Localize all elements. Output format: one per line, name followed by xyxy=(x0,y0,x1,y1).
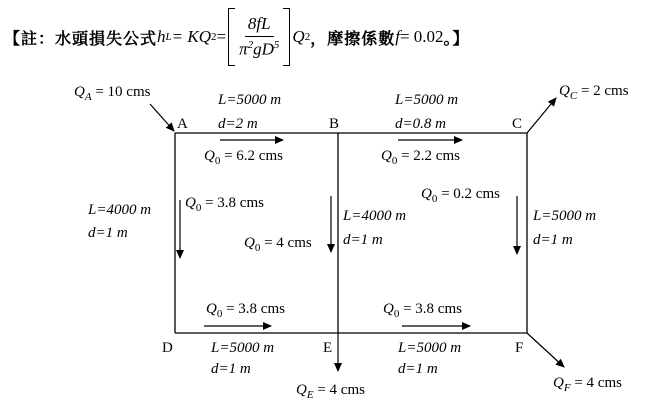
outflow-e-label: $Q_E = 4$ cms xyxy=(296,382,365,401)
outflow-c-label: $Q_C = 2$ cms xyxy=(559,83,629,102)
pipe-be-diameter: d=1 m xyxy=(343,232,383,248)
close-bracket: 。】 xyxy=(443,28,470,48)
pipe-de-flow: $Q_0 = 3.8$ cms xyxy=(206,301,285,320)
outflow-f-arrow xyxy=(527,333,564,367)
formula-part-1: = KQ xyxy=(171,27,211,46)
inflow-a-arrow xyxy=(150,104,174,131)
pipe-cf-flow: $Q_0 = 0.2$ cms xyxy=(421,186,500,205)
pipe-ab-flow: $Q_0 = 6.2$ cms xyxy=(204,148,283,167)
pipe-ef-diameter: d=1 m xyxy=(398,361,438,377)
denominator-rest: gD xyxy=(253,39,274,59)
pipe-ad-length: L=4000 m xyxy=(88,202,152,218)
pipe-ab-diameter: d=2 m xyxy=(218,116,258,132)
friction-label: ，摩擦係數 xyxy=(310,28,396,48)
pipe-be-length: L=4000 m xyxy=(343,208,407,224)
node-c-label: C xyxy=(512,116,523,132)
pipe-cf-length: L=5000 m xyxy=(533,208,597,224)
pipe-ad-diameter: d=1 m xyxy=(88,225,128,241)
flow-symbol: Q xyxy=(292,27,305,46)
friction-symbol: f xyxy=(395,27,400,46)
open-bracket: 【 xyxy=(4,28,22,48)
note-label: 註：水頭損失公式 xyxy=(21,28,158,48)
node-f-label: F xyxy=(515,340,524,356)
diameter-exponent: 5 xyxy=(273,39,280,52)
pipe-bc-length: L=5000 m xyxy=(395,92,459,108)
outflow-c-arrow xyxy=(527,98,556,133)
pi-exponent: 2 xyxy=(247,39,254,52)
pipe-be-flow: $Q_0 = 4$ cms xyxy=(244,235,312,254)
pipe-ab-length: L=5000 m xyxy=(218,92,282,108)
pipe-cf-diameter: d=1 m xyxy=(533,232,573,248)
node-d-label: D xyxy=(162,340,173,356)
pipe-bc-diameter: d=0.8 m xyxy=(395,116,446,132)
pipe-bc-flow: $Q_0 = 2.2$ cms xyxy=(381,148,460,167)
pipe-de-length: L=5000 m xyxy=(211,340,275,356)
pipe-ad-flow: $Q_0 = 3.8$ cms xyxy=(185,195,264,214)
inflow-a-label: $Q_A = 10$ cms xyxy=(74,84,151,103)
friction-value: = 0.02 xyxy=(399,27,444,46)
formula-exponent-1: 2 xyxy=(211,31,217,43)
pi-symbol: π xyxy=(239,39,248,59)
node-e-label: E xyxy=(323,340,333,356)
node-b-label: B xyxy=(329,116,340,132)
head-loss-symbol: h xyxy=(157,27,166,46)
outflow-f-label: $Q_F = 4$ cms xyxy=(553,375,622,394)
pipe-ef-flow: $Q_0 = 3.8$ cms xyxy=(383,301,462,320)
node-a-label: A xyxy=(177,116,188,132)
flow-exponent: 2 xyxy=(304,31,311,43)
fraction-numerator: 8fL xyxy=(245,14,274,37)
pipe-de-diameter: d=1 m xyxy=(211,361,251,377)
head-loss-subscript: L xyxy=(165,31,172,43)
formula-equals: = xyxy=(216,27,227,46)
pipe-ef-length: L=5000 m xyxy=(398,340,462,356)
